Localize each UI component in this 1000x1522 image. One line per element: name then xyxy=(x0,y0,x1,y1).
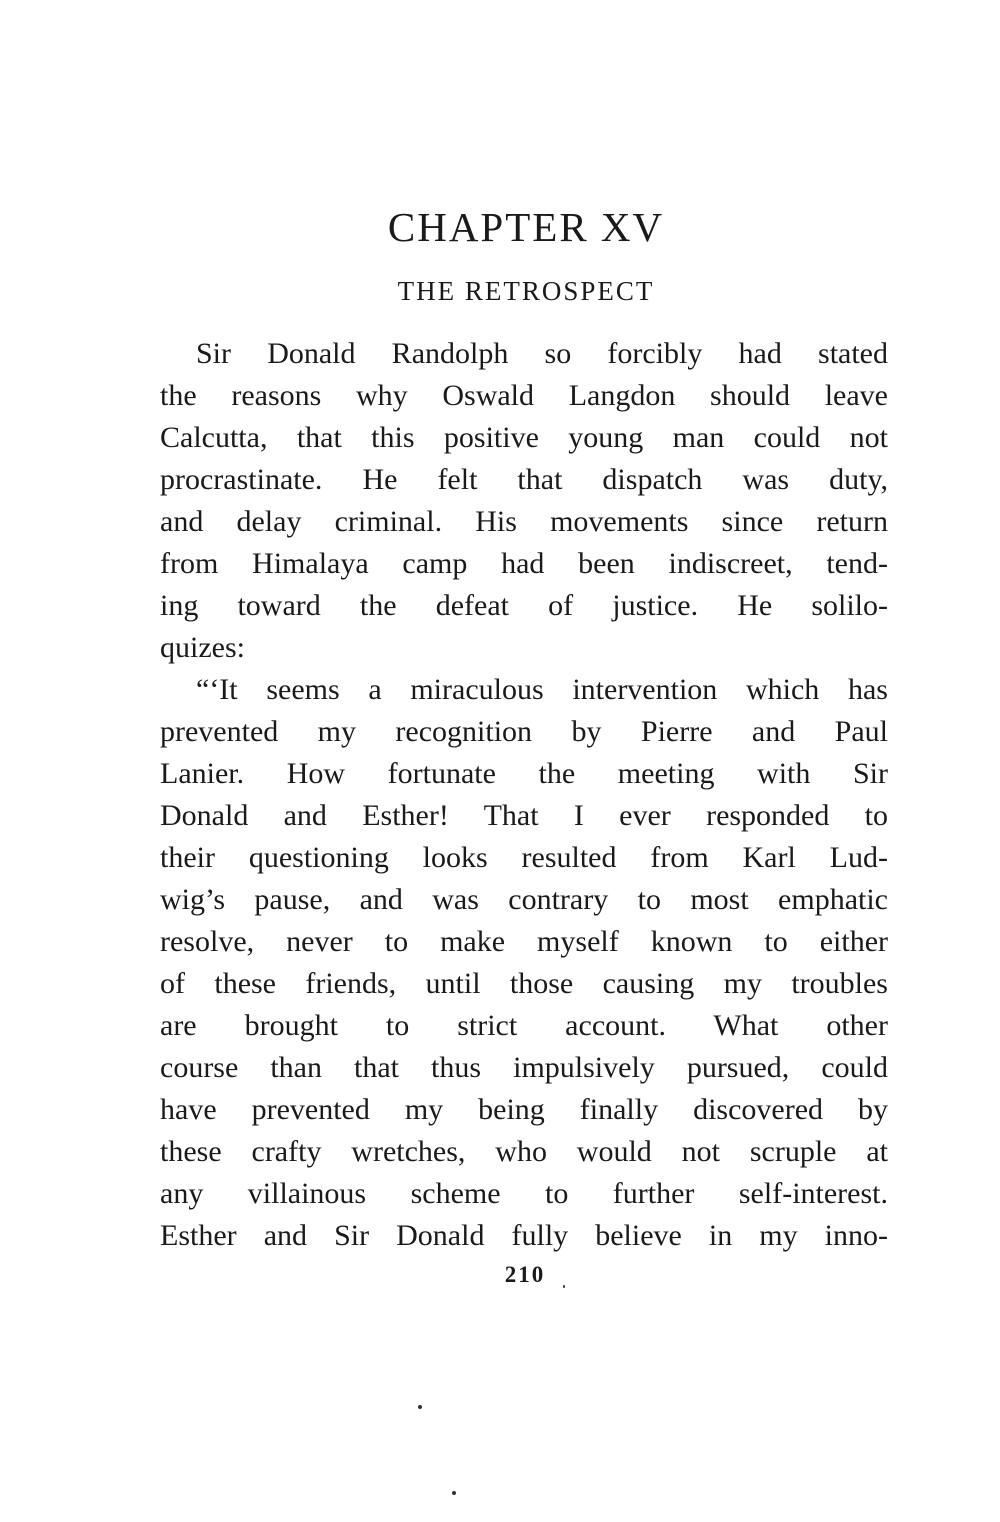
chapter-subtitle: THE RETROSPECT xyxy=(397,276,655,306)
text-line: course than that thus impulsively pursued, could xyxy=(160,1051,888,1084)
text-line: “‘It seems a miraculous intervention which has xyxy=(196,673,888,706)
text-line: their questioning looks resulted from Karl Lud- xyxy=(160,841,888,874)
text-line: these crafty wretches, who would not scruple at xyxy=(160,1135,888,1168)
text-line: Sir Donald Randolph so forcibly had stated xyxy=(196,337,888,370)
text-line: Esther and Sir Donald fully believe in my inno- xyxy=(160,1219,888,1252)
page-number: 210 xyxy=(504,1262,546,1287)
text-line: Lanier. How fortunate the meeting with Sir xyxy=(160,757,888,790)
text-line: ing toward the defeat of justice. He solilo- xyxy=(160,589,888,622)
text-line: have prevented my being finally discovered by xyxy=(160,1093,888,1126)
text-line: quizes: xyxy=(160,631,245,664)
scan-speck xyxy=(418,1405,422,1409)
text-line: resolve, never to make myself known to either xyxy=(160,925,888,958)
text-line: Donald and Esther! That I ever responded to xyxy=(160,799,888,832)
text-line: any villainous scheme to further self-interest. xyxy=(160,1177,888,1210)
body-text xyxy=(160,333,888,1257)
text-line: and delay criminal. His movements since return xyxy=(160,505,888,538)
text-line: the reasons why Oswald Langdon should leave xyxy=(160,379,888,412)
text-line: Calcutta, that this positive young man could not xyxy=(160,421,888,454)
text-line: are brought to strict account. What other xyxy=(160,1009,888,1042)
text-line: wig’s pause, and was contrary to most emphatic xyxy=(160,883,888,916)
text-line: of these friends, until those causing my troubles xyxy=(160,967,888,1000)
scan-speck xyxy=(563,1285,565,1288)
text-line: procrastinate. He felt that dispatch was duty, xyxy=(160,463,888,496)
text-line: prevented my recognition by Pierre and Paul xyxy=(160,715,888,748)
scan-speck xyxy=(452,1491,456,1495)
text-line: from Himalaya camp had been indiscreet, tend- xyxy=(160,547,888,580)
chapter-title: CHAPTER XV xyxy=(387,204,665,250)
